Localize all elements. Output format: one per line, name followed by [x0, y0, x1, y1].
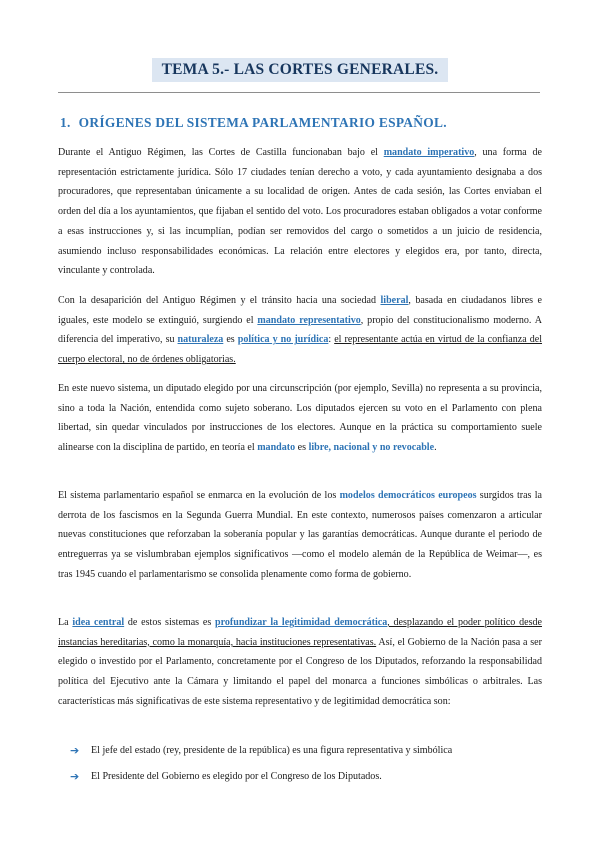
p5-highlight-legitimidad: profundizar la legitimidad democrática: [215, 617, 388, 628]
paragraph-1: [58, 143, 542, 281]
p2-highlight-naturaleza: naturaleza: [177, 334, 224, 346]
p2-highlight-liberal: liberal: [380, 295, 409, 306]
section-title: ORÍGENES DEL SISTEMA PARLAMENTARIO ESPAÑOL.: [78, 115, 447, 130]
p2-text-a: Con la desaparición del Antiguo Régimen y el tránsito hacia una sociedad: [58, 295, 381, 306]
p5-text-f: Así, el Gobierno de la Nación pasa a ser elegido o investido por el Parlamento, concretamente por el Congreso de los Diputados, reforzando la responsabilidad política del Ejecutivo ante la Cámara y limitando el papel del monarca a funciones simbólicas o arbitrales. Las características más significativas de este sistema representativo y de legitimidad democrática son:: [58, 636, 542, 707]
p4-text-c: surgidos tras la derrota de los fascismos en la Segunda Guerra Mundial. En este contexto, numerosos países comenzaron a articular nuevas constituciones que reforzaban la soberanía popular y las garantías democráticas. Aunque durante el periodo de entreguerras ya se vislumbraban ejemplos significativos —como el modelo alemán de la República de Weimar—, es tras 1945 cuando el parlamentarismo se consolida plenamente como forma de gobierno.: [58, 490, 542, 580]
p1-text-c: , una forma de representación estrictamente jurídica. Sólo 17 ciudades tenían derecho a voto, y cada ayuntamiento designaba a dos procuradores, que representaban únicamente a su localidad de origen. Antes de cada sesión, las Cortes enviaban el orden del día a los ayuntamientos, que fijaban el sentido del voto. Los procuradores estaban obligados a votar conforme a esas instrucciones y, si las incumplían, podían ser removidos del cargo o sometidos a un juicio de residencia, asumiendo incluso responsabilidades económicas. La relación entre electores y elegidos era, por tanto, directa, vinculante y controlada.: [58, 147, 542, 277]
page-title: TEMA 5.- LAS CORTES GENERALES.: [152, 58, 449, 82]
paragraph-5: [58, 613, 542, 712]
paragraph-4: [58, 486, 542, 585]
p3-highlight-libre: libre, nacional y no revocable: [308, 442, 435, 454]
list-item-text: El Presidente del Gobierno es elegido por el Congreso de los Diputados.: [91, 770, 382, 782]
p2-underlined-text: el representante actúa en virtud de la confianza del cuerpo electoral, no de órdenes obligatorias.: [58, 334, 543, 366]
p2-highlight-politica: política y no jurídica: [237, 334, 329, 346]
p2-highlight-mandato-representativo: mandato representativo: [257, 314, 361, 326]
p5-text-a: La: [58, 617, 73, 628]
p1-text-a: Durante el Antiguo Régimen, las Cortes de Castilla funcionaban bajo el: [58, 147, 384, 158]
p1-highlight-mandato-imperativo: mandato imperativo: [383, 147, 475, 158]
list-item: [70, 767, 540, 787]
p4-text-a: El sistema parlamentario español se enmarca en la evolución de los: [58, 490, 340, 501]
characteristics-list: [70, 741, 540, 792]
p3-highlight-mandato: mandato: [257, 442, 296, 454]
arrow-right-icon: ➔: [70, 744, 80, 757]
p5-text-c: de estos sistemas es: [124, 617, 215, 628]
title-block: [0, 58, 600, 82]
p5-underlined-text: , desplazando el poder político desde instancias hereditarias, como la monarquía, hacia instituciones representativas.: [58, 617, 542, 648]
p2-text-g: es: [223, 334, 238, 346]
p2-text-i: :: [328, 334, 335, 346]
p3-text-e: .: [434, 442, 437, 454]
p2-text-c: , basada en ciudadanos libres e iguales, este modelo se extinguió, surgiendo el: [58, 295, 542, 326]
section-heading: [60, 115, 540, 131]
paragraph-2: [58, 291, 542, 370]
p4-highlight-modelos: modelos democráticos europeos: [339, 490, 477, 501]
title-divider: [58, 92, 540, 93]
list-item-text: El jefe del estado (rey, presidente de la república) es una figura representativa y simbólica: [91, 745, 453, 756]
p3-text-c: es: [295, 442, 309, 454]
section-number: 1.: [60, 115, 71, 130]
p2-text-e: , propio del constitucionalismo moderno. A diferencia del imperativo, su: [58, 314, 542, 346]
list-item: [70, 741, 540, 761]
arrow-right-icon: ➔: [70, 769, 80, 783]
p3-text-a: En este nuevo sistema, un diputado elegido por una circunscripción (por ejemplo, Sevilla) no representa a su provincia, sino a toda la Nación, entendida como sujeto soberano. Los diputados ejercen su voto en el Parlamento con plena libertad, sin quedar vinculados por instrucciones de los electores. Aunque en la práctica su comportamiento suele alinearse con la disciplina de partido, en teoría el: [58, 383, 542, 454]
paragraph-3: [58, 379, 542, 458]
p5-highlight-idea-central: idea central: [72, 617, 125, 628]
